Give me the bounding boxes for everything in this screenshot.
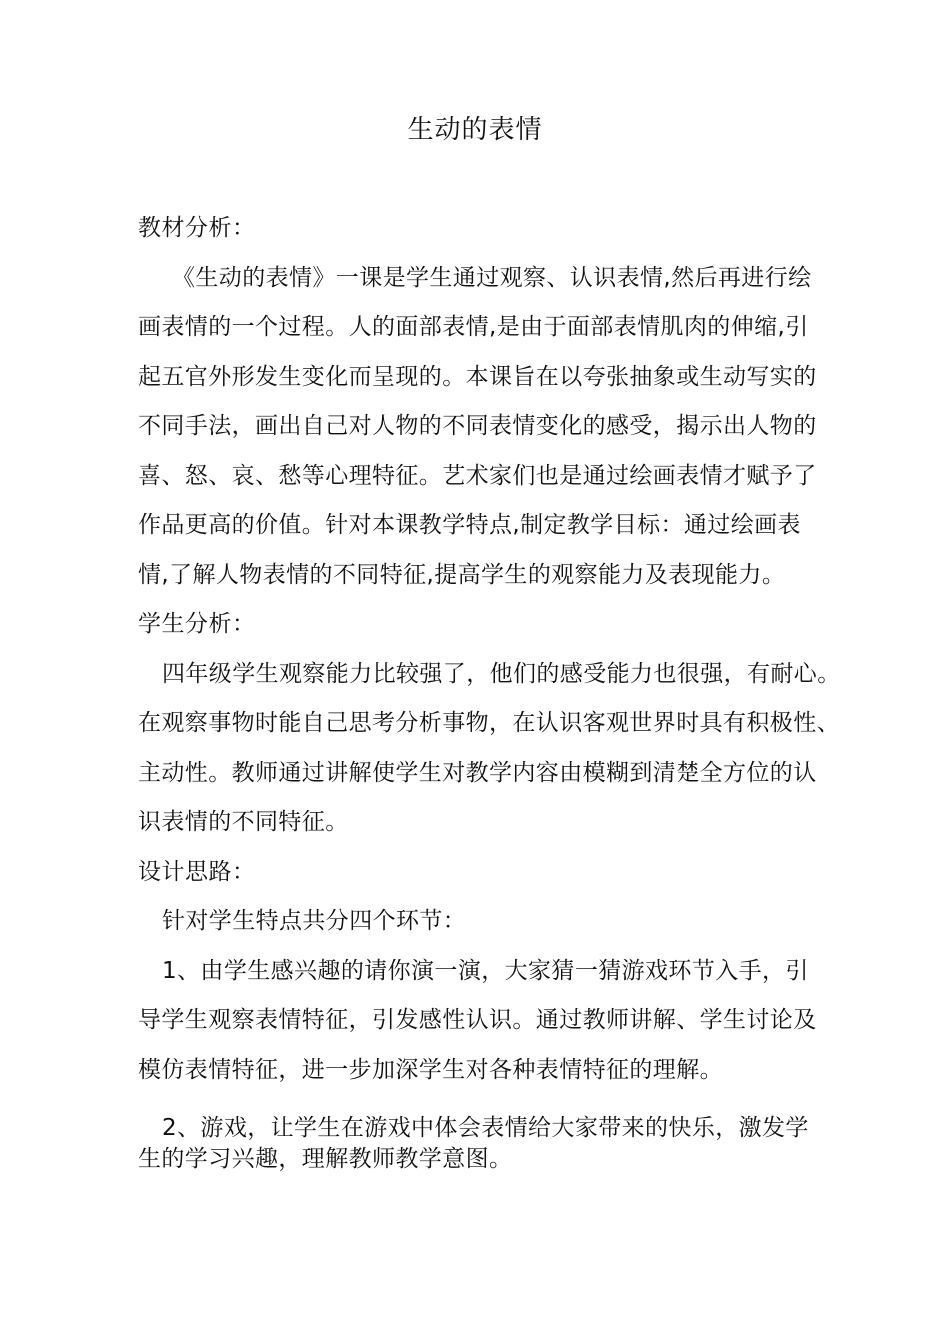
paragraph-line: 1、由学生感兴趣的请你演一演，大家猜一猜游戏环节入手，引 bbox=[162, 958, 809, 984]
paragraph-line: 识表情的不同特征。 bbox=[138, 809, 349, 835]
paragraph-line: 画表情的一个过程。人的面部表情,是由于面部表情肌肉的伸缩,引 bbox=[138, 314, 809, 340]
paragraph-line: 情,了解人物表情的不同特征,提高学生的观察能力及表现能力。 bbox=[138, 562, 786, 588]
document-title: 生动的表情 bbox=[407, 115, 543, 145]
paragraph-line: 《生动的表情》一课是学生通过观察、认识表情,然后再进行绘 bbox=[172, 265, 812, 291]
section-heading-textbook-analysis: 教材分析： bbox=[138, 215, 256, 241]
section-heading-design-ideas: 设计思路： bbox=[138, 859, 256, 885]
paragraph-line: 喜、怒、哀、愁等心理特征。艺术家们也是通过绘画表情才赋予了 bbox=[138, 463, 817, 489]
paragraph-line: 模仿表情特征，进一步加深学生对各种表情特征的理解。 bbox=[138, 1057, 723, 1083]
paragraph-line: 不同手法，画出自己对人物的不同表情变化的感受，揭示出人物的 bbox=[138, 413, 817, 439]
paragraph-line: 生的学习兴趣，理解教师教学意图。 bbox=[138, 1146, 513, 1172]
paragraph-line: 2、游戏，让学生在游戏中体会表情给大家带来的快乐，激发学 bbox=[162, 1115, 809, 1141]
paragraph-line: 在观察事物时能自己思考分析事物，在认识客观世界时具有积极性、 bbox=[138, 710, 840, 736]
section-heading-student-analysis: 学生分析： bbox=[138, 611, 256, 637]
paragraph-line: 导学生观察表情特征，引发感性认识。通过教师讲解、学生讨论及 bbox=[138, 1007, 817, 1033]
paragraph-line: 四年级学生观察能力比较强了，他们的感受能力也很强，有耐心。 bbox=[162, 661, 841, 687]
paragraph-line: 起五官外形发生变化而呈现的。本课旨在以夸张抽象或生动写实的 bbox=[138, 364, 817, 390]
paragraph-line: 针对学生特点共分四个环节： bbox=[162, 908, 467, 934]
paragraph-line: 作品更高的价值。针对本课教学特点,制定教学目标：通过绘画表 bbox=[138, 512, 801, 538]
paragraph-line: 主动性。教师通过讲解使学生对教学内容由模糊到清楚全方位的认 bbox=[138, 760, 817, 786]
